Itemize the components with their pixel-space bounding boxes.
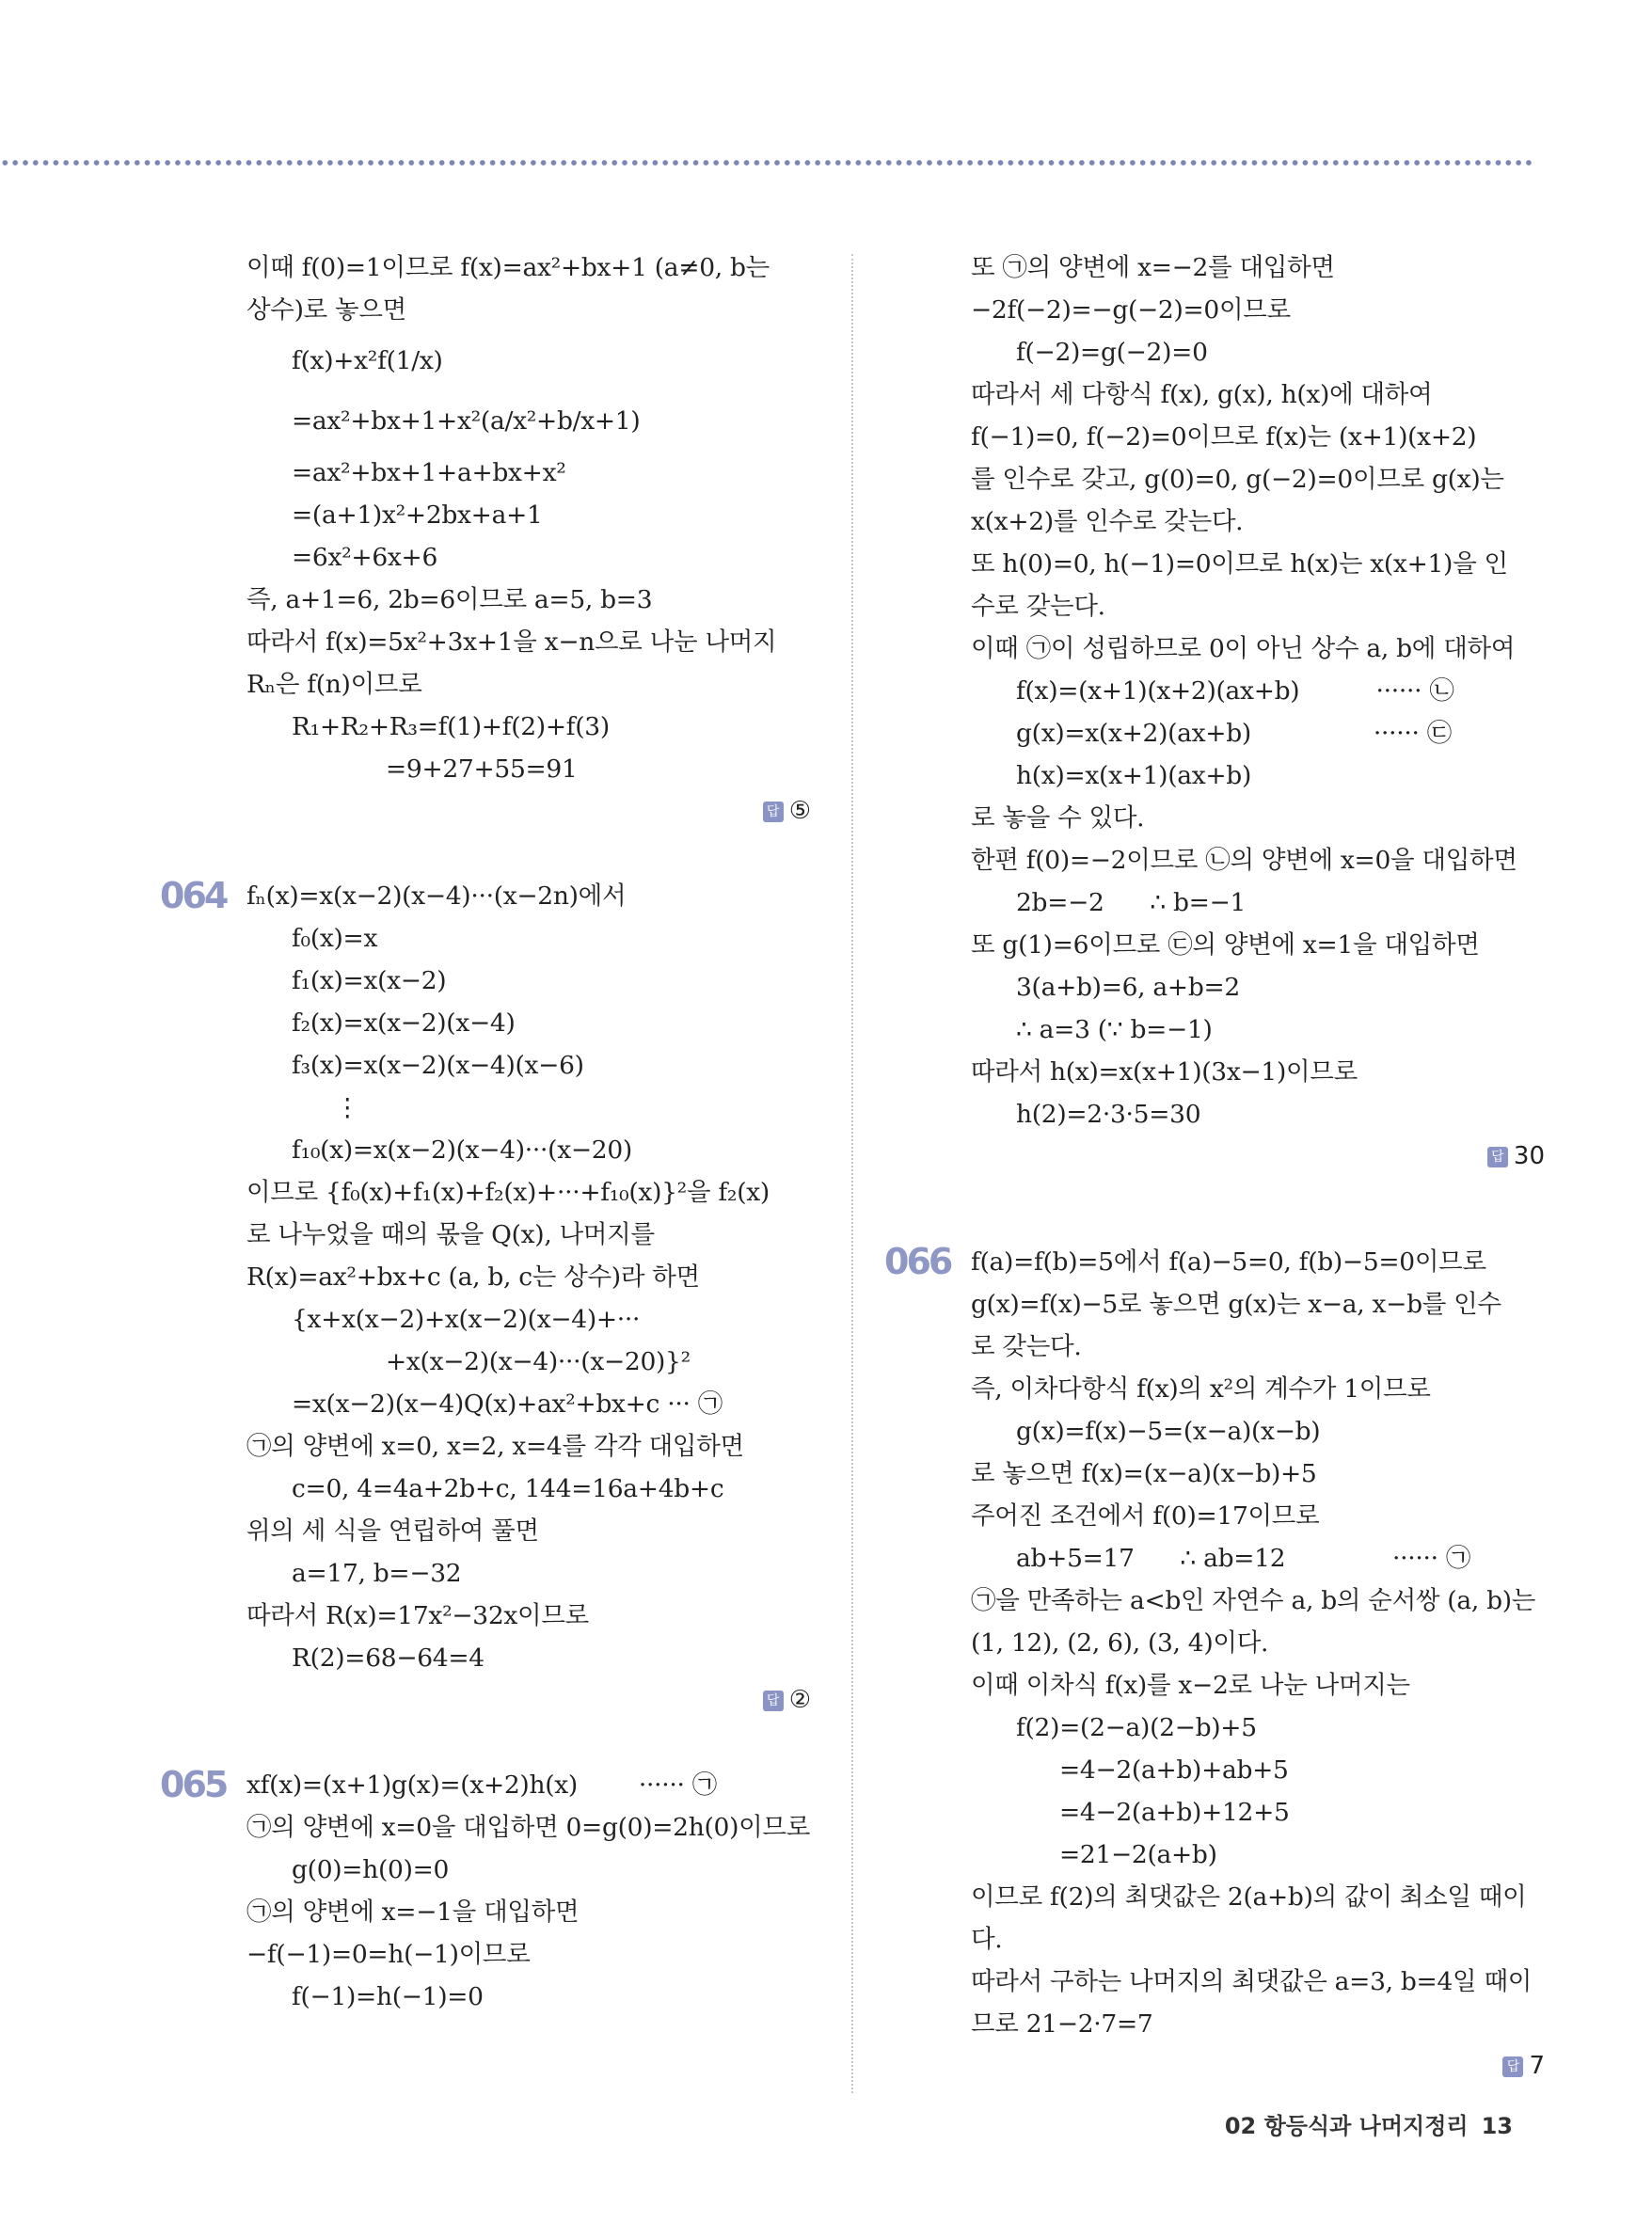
text-line: 따라서 구하는 나머지의 최댓값은 a=3, b=4일 때이	[971, 1967, 1533, 1996]
text-line: ㉠을 만족하는 a<b인 자연수 a, b의 순서쌍 (a, b)는	[971, 1586, 1536, 1615]
text-line: 로 놓을 수 있다.	[971, 803, 1145, 833]
text-line: f(a)=f(b)=5에서 f(a)−5=0, f(b)−5=0이므로	[971, 1247, 1486, 1277]
solution-065	[160, 1764, 811, 2018]
math-line: =4−2(a+b)+ab+5	[1059, 1755, 1289, 1785]
dotted-header-rule	[0, 158, 1535, 167]
column-divider	[851, 254, 853, 2093]
answer-row	[246, 790, 811, 833]
math-line: f(x)+x²f(1/x)	[292, 346, 443, 375]
text-line: 다.	[971, 1925, 1003, 1954]
page-number: 13	[1481, 2113, 1513, 2139]
math-line: 3(a+b)=6, a+b=2	[1016, 973, 1240, 1002]
math-line: f(x)=(x+1)(x+2)(ax+b) ······ ㉡	[1016, 676, 1454, 706]
text-line: g(x)=f(x)−5로 놓으면 g(x)는 x−a, x−b를 인수	[971, 1290, 1501, 1319]
text-line: 로 나누었을 때의 몫을 Q(x), 나머지를	[246, 1220, 655, 1249]
text-line: x(x+2)를 인수로 갖는다.	[971, 507, 1244, 536]
text-line: 이때 f(0)=1이므로 f(x)=ax²+bx+1 (a≠0, b는	[246, 253, 770, 282]
text-line: ㉠의 양변에 x=0을 대입하면 0=g(0)=2h(0)이므로	[246, 1813, 811, 1842]
answer-row	[246, 1679, 811, 1722]
math-line: f₃(x)=x(x−2)(x−4)(x−6)	[292, 1051, 584, 1080]
text-line: 이므로 f(2)의 최댓값은 2(a+b)의 값이 최소일 때이	[971, 1882, 1527, 1912]
math-line: ab+5=17 ∴ ab=12 ······ ㉠	[1016, 1544, 1471, 1573]
text-line: ㉠의 양변에 x=−1을 대입하면	[246, 1897, 580, 1927]
text-line: 로 갖는다.	[971, 1332, 1082, 1361]
answer-value: 7	[1529, 2052, 1545, 2080]
text-line: 따라서 h(x)=x(x+1)(3x−1)이므로	[971, 1057, 1358, 1087]
math-line: f₀(x)=x	[292, 924, 378, 953]
text-line: ㉠의 양변에 x=0, x=2, x=4를 각각 대입하면	[246, 1432, 744, 1461]
text-line: 즉, a+1=6, 2b=6이므로 a=5, b=3	[246, 585, 653, 614]
text-line: 즉, 이차다항식 f(x)의 x²의 계수가 1이므로	[971, 1374, 1431, 1404]
math-line: f₁(x)=x(x−2)	[292, 966, 447, 995]
math-line: g(x)=x(x+2)(ax+b) ······ ㉢	[1016, 719, 1452, 748]
answer-badge: 답	[763, 1691, 784, 1711]
math-line: =21−2(a+b)	[1059, 1840, 1217, 1869]
text-line: 이때 이차식 f(x)를 x−2로 나눈 나머지는	[971, 1671, 1410, 1700]
math-line: =ax²+bx+1+x²(a/x²+b/x+1)	[292, 406, 641, 436]
math-line: f₁₀(x)=x(x−2)(x−4)···(x−20)	[292, 1135, 632, 1165]
text-line: 따라서 f(x)=5x²+3x+1을 x−n으로 나눈 나머지	[246, 627, 777, 657]
solution-064	[160, 875, 811, 1722]
text-line: 또 ㉠의 양변에 x=−2를 대입하면	[971, 253, 1335, 282]
text-line: 므로 21−2·7=7	[971, 2009, 1153, 2039]
math-line: f(−1)=h(−1)=0	[292, 1982, 484, 2011]
answer-row	[971, 2045, 1545, 2088]
text-line: 상수)로 놓으면	[246, 295, 406, 325]
text-line: −f(−1)=0=h(−1)이므로	[246, 1940, 531, 1969]
math-line: 2b=−2 ∴ b=−1	[1016, 888, 1247, 917]
math-line: =6x²+6x+6	[292, 543, 438, 572]
answer-value: ②	[788, 1686, 811, 1714]
math-line: R₁+R₂+R₃=f(1)+f(2)+f(3)	[292, 712, 610, 741]
problem-number: 064	[160, 875, 227, 916]
solution-066	[884, 1241, 1545, 2088]
section-title: 02 항등식과 나머지정리	[1224, 2113, 1469, 2139]
math-line: =ax²+bx+1+a+bx+x²	[292, 458, 566, 487]
math-line: {x+x(x−2)+x(x−2)(x−4)+···	[292, 1305, 641, 1334]
answer-badge: 답	[763, 802, 784, 822]
vertical-ellipsis: ⋮	[335, 1093, 360, 1122]
left-column	[160, 246, 811, 2018]
answer-badge: 답	[1502, 2056, 1523, 2077]
text-line: 또 h(0)=0, h(−1)=0이므로 h(x)는 x(x+1)을 인	[971, 549, 1508, 579]
problem-number: 065	[160, 1764, 227, 1805]
text-line: 수로 갖는다.	[971, 592, 1105, 621]
text-line: R(x)=ax²+bx+c (a, b, c는 상수)라 하면	[246, 1262, 700, 1292]
answer-badge: 답	[1487, 1147, 1508, 1167]
answer-row	[971, 1135, 1545, 1178]
text-line: 위의 세 식을 연립하여 풀면	[246, 1516, 539, 1546]
text-line: Rₙ은 f(n)이므로	[246, 670, 422, 699]
text-line: 따라서 R(x)=17x²−32x이므로	[246, 1601, 589, 1630]
math-line: h(x)=x(x+1)(ax+b)	[1016, 761, 1252, 790]
answer-value: 30	[1513, 1142, 1545, 1170]
right-column	[884, 246, 1545, 2088]
answer-value: ⑤	[788, 797, 811, 825]
text-line: 로 놓으면 f(x)=(x−a)(x−b)+5	[971, 1459, 1317, 1488]
math-line: f₂(x)=x(x−2)(x−4)	[292, 1008, 516, 1038]
text-line: 를 인수로 갖고, g(0)=0, g(−2)=0이므로 g(x)는	[971, 465, 1504, 494]
text-line: 따라서 세 다항식 f(x), g(x), h(x)에 대하여	[971, 380, 1433, 409]
problem-number: 066	[884, 1241, 951, 1282]
math-line: R(2)=68−64=4	[292, 1643, 484, 1673]
text-line: 이므로 {f₀(x)+f₁(x)+f₂(x)+···+f₁₀(x)}²을 f₂(x)	[246, 1178, 770, 1207]
text-line: −2f(−2)=−g(−2)=0이므로	[971, 295, 1291, 325]
text-line: 한편 f(0)=−2이므로 ㉡의 양변에 x=0을 대입하면	[971, 846, 1517, 875]
text-line: (1, 12), (2, 6), (3, 4)이다.	[971, 1628, 1269, 1658]
solution-065-continued	[971, 246, 1545, 1178]
math-line: f(2)=(2−a)(2−b)+5	[1016, 1713, 1257, 1742]
text-line: fₙ(x)=x(x−2)(x−4)···(x−2n)에서	[246, 881, 627, 911]
math-line: g(0)=h(0)=0	[292, 1855, 450, 1884]
text-line: 또 g(1)=6이므로 ㉢의 양변에 x=1을 대입하면	[971, 930, 1480, 960]
math-line: c=0, 4=4a+2b+c, 144=16a+4b+c	[292, 1474, 724, 1503]
math-line: xf(x)=(x+1)g(x)=(x+2)h(x) ······ ㉠	[246, 1770, 717, 1800]
math-line: f(−2)=g(−2)=0	[1016, 338, 1208, 367]
text-line: f(−1)=0, f(−2)=0이므로 f(x)는 (x+1)(x+2)	[971, 422, 1477, 452]
math-line: =x(x−2)(x−4)Q(x)+ax²+bx+c ··· ㉠	[292, 1389, 723, 1419]
text-line: 이때 ㉠이 성립하므로 0이 아닌 상수 a, b에 대하여	[971, 634, 1516, 663]
math-line: =9+27+55=91	[386, 754, 578, 784]
page-footer	[1225, 2107, 1513, 2145]
math-line: g(x)=f(x)−5=(x−a)(x−b)	[1016, 1417, 1321, 1446]
math-line: a=17, b=−32	[292, 1559, 462, 1588]
math-line: =4−2(a+b)+12+5	[1059, 1798, 1290, 1827]
solution-063-continued	[246, 246, 811, 833]
math-line: =(a+1)x²+2bx+a+1	[292, 500, 543, 530]
math-line: ∴ a=3 (∵ b=−1)	[1016, 1015, 1213, 1044]
text-line: 주어진 조건에서 f(0)=17이므로	[971, 1501, 1320, 1531]
math-line: h(2)=2·3·5=30	[1016, 1100, 1201, 1129]
math-line: +x(x−2)(x−4)···(x−20)}²	[386, 1347, 691, 1376]
